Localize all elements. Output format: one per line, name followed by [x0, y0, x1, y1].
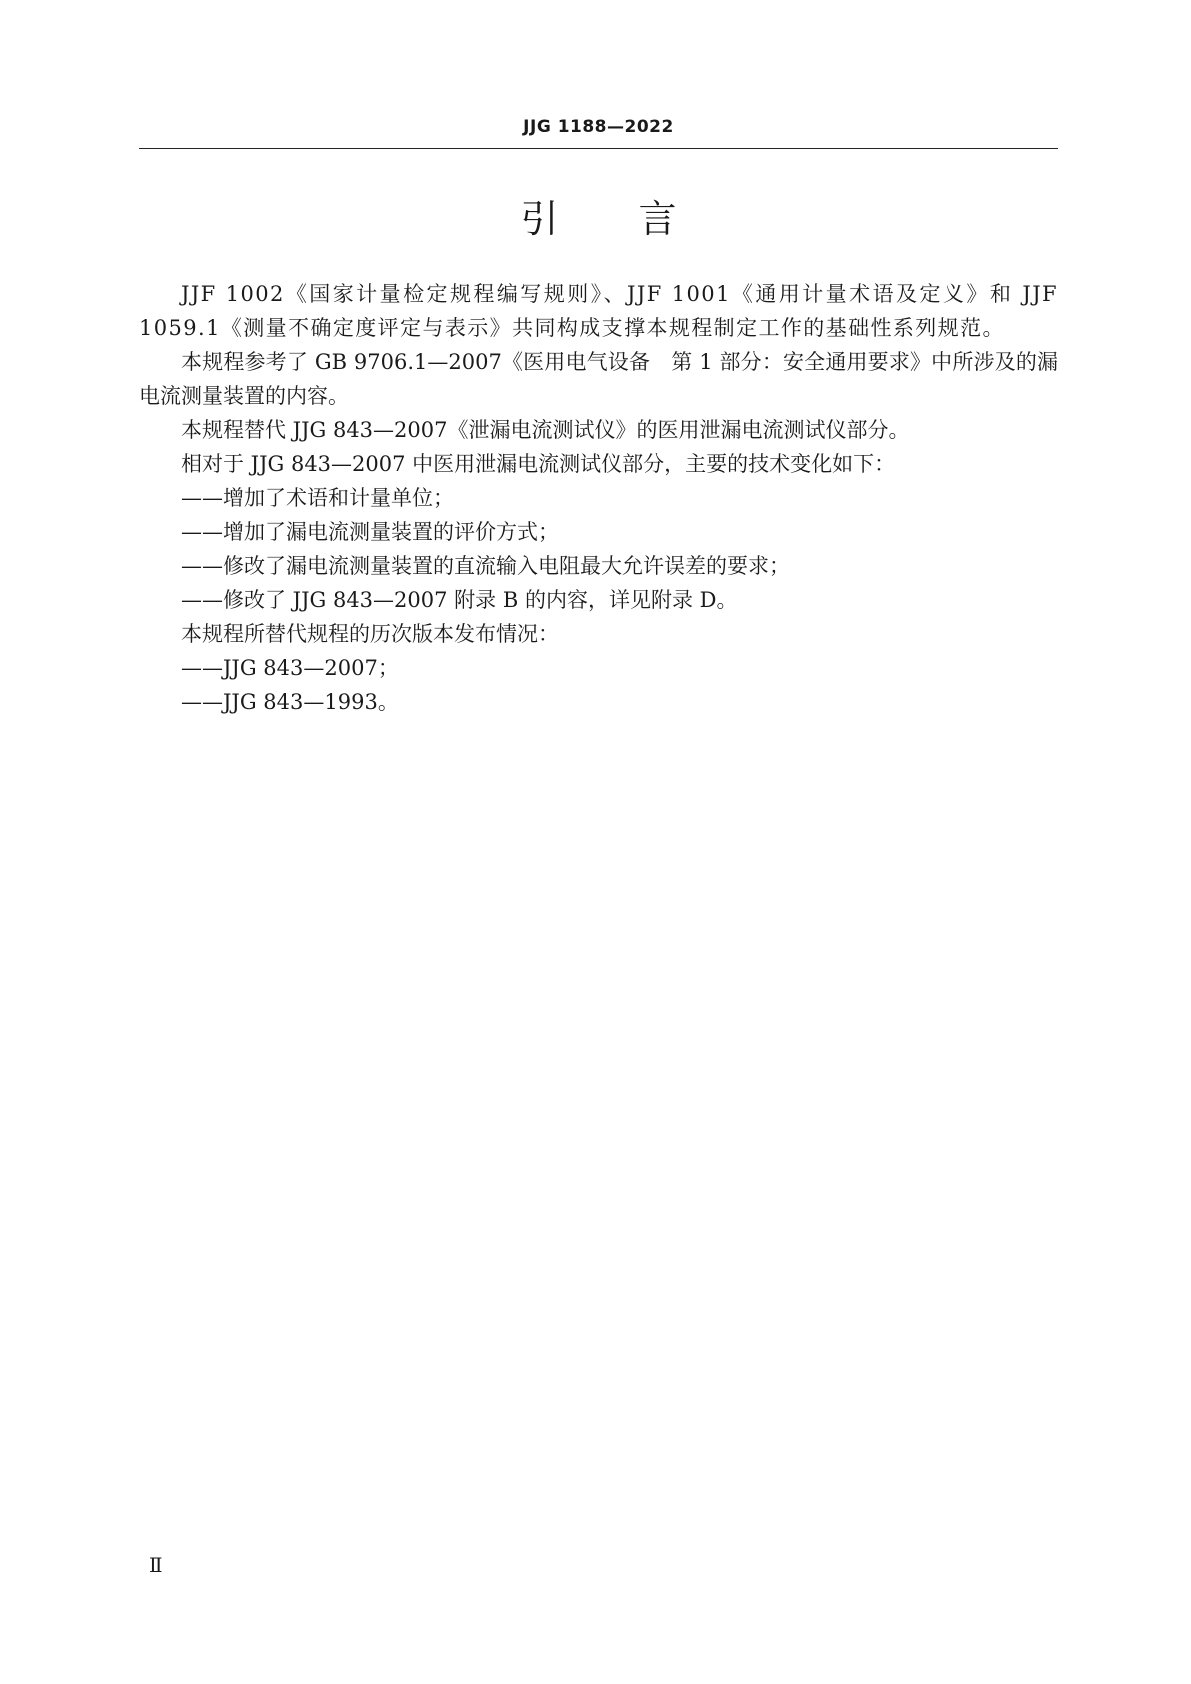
- foreword-body: [139, 277, 1058, 719]
- paragraph-reference-standard: 本规程参考了 GB 9706.1—2007《医用电气设备 第 1 部分：安全通用要求》中所涉及的漏电流测量装置的内容。: [139, 350, 1058, 408]
- paragraph-version-history-intro: 本规程所替代规程的历次版本发布情况：: [181, 622, 559, 646]
- list-item-version-2: ——JJG 843—1993。: [181, 690, 399, 714]
- paragraph-normative-references: JJF 1002《国家计量检定规程编写规则》、JJF 1001《通用计量术语及定义》和 JJF 1059.1《测量不确定度评定与表示》共同构成支撑本规程制定工作的基础性系列规范。: [139, 282, 1058, 340]
- page-title-char-2: 言: [638, 197, 677, 241]
- page-number: Ⅱ: [149, 1553, 163, 1577]
- list-item-change-2: ——增加了漏电流测量装置的评价方式；: [181, 520, 559, 544]
- paragraph-replacement: 本规程替代 JJG 843—2007《泄漏电流测试仪》的医用泄漏电流测试仪部分。: [181, 418, 910, 442]
- page-header-standard-code: JJG 1188—2022: [523, 117, 674, 137]
- list-item-change-3: ——修改了漏电流测量装置的直流输入电阻最大允许误差的要求；: [181, 554, 790, 578]
- list-item-change-1: ——增加了术语和计量单位；: [181, 486, 454, 510]
- header-divider: [139, 148, 1058, 149]
- page-title-char-1: 引: [520, 197, 559, 241]
- paragraph-technical-changes-intro: 相对于 JJG 843—2007 中医用泄漏电流测试仪部分，主要的技术变化如下：: [181, 452, 896, 476]
- list-item-change-4: ——修改了 JJG 843—2007 附录 B 的内容，详见附录 D。: [181, 588, 738, 612]
- page-title: [139, 196, 1058, 242]
- list-item-version-1: ——JJG 843—2007；: [181, 656, 399, 680]
